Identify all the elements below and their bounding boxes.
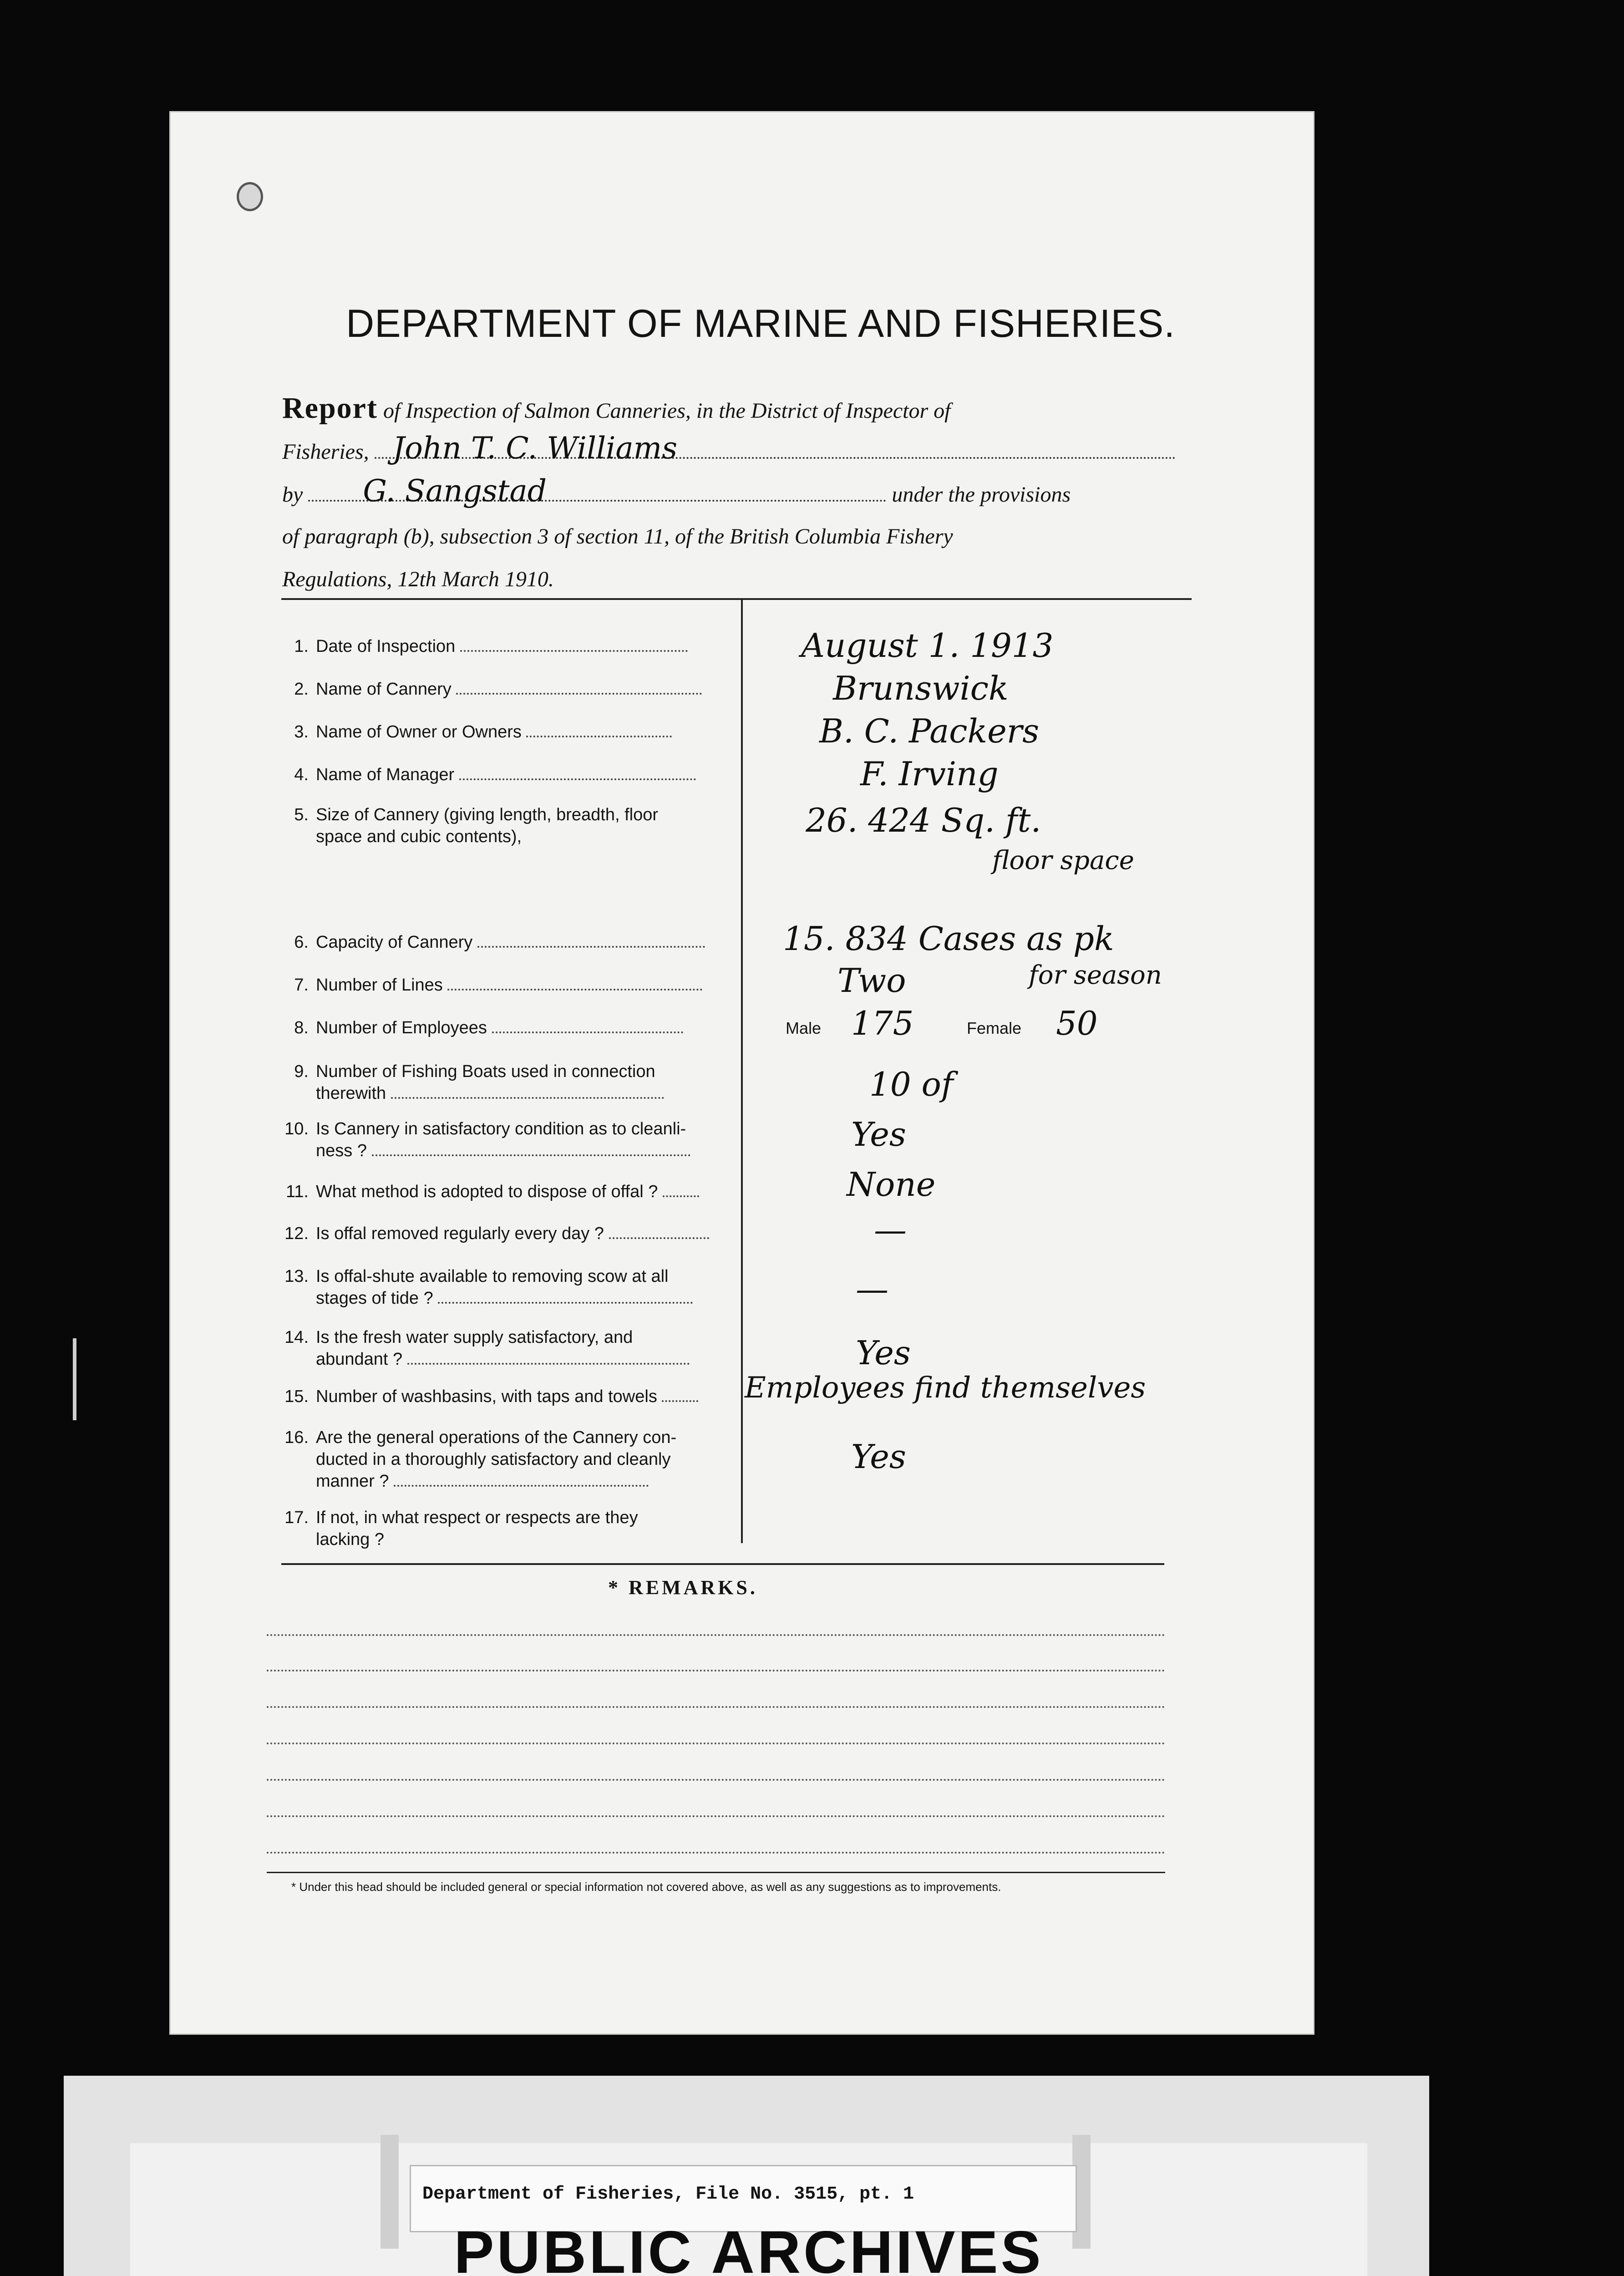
punch-hole — [237, 182, 263, 211]
intro-line-3 — [282, 472, 1193, 515]
answer-clean: Yes — [851, 1115, 906, 1153]
intro-line-4 — [282, 515, 1193, 558]
answer-capacity: 15. 834 Cases as pk — [783, 920, 1114, 958]
table-top-rule — [281, 598, 1192, 600]
remarks-line — [267, 1670, 1165, 1671]
inspector-handwriting: John T. C. Williams — [392, 431, 678, 466]
by-label: by — [282, 483, 303, 507]
answer-owner: B. C. Packers — [819, 712, 1040, 750]
question-8: 8. Number of Employees — [273, 1017, 728, 1039]
question-10: 10. Is Cannery in satisfactory condition as to cleanli- ness ? — [273, 1118, 728, 1162]
file-label: Department of Fisheries, File No. 3515, pt. 1 — [422, 2184, 914, 2205]
answer-offal-shute: — — [856, 1270, 888, 1308]
remarks-footnote: * Under this head should be included general or special information not covered above, as well as any suggestions as to improvements. — [291, 1880, 1001, 1894]
intro-text-5: Regulations, 12th March 1910. — [282, 567, 554, 591]
answer-boats: 10 of — [869, 1065, 954, 1103]
female-label: Female — [967, 1019, 1022, 1037]
question-12: 12. Is offal removed regularly every day ? — [273, 1223, 728, 1245]
answer-size: 26. 424 Sq. ft. — [806, 801, 1041, 839]
by-handwriting: G. Sangstad — [363, 473, 547, 508]
question-14: 14. Is the fresh water supply satisfactory, and abundant ? — [273, 1326, 728, 1370]
answer-lines: Two — [837, 961, 906, 1000]
question-3: 3. Name of Owner or Owners — [273, 721, 728, 743]
question-6: 6. Capacity of Cannery — [273, 931, 728, 953]
question-4: 4. Name of Manager — [273, 764, 728, 786]
question-17: 17. If not, in what respect or respects are they lacking ? — [284, 1508, 638, 1549]
question-9: 9. Number of Fishing Boats used in connection therewith — [273, 1061, 728, 1104]
answer-washbasins: Employees find themselves — [745, 1371, 1146, 1405]
remarks-heading: * REMARKS. — [608, 1576, 758, 1599]
question-7: 7. Number of Lines — [273, 974, 728, 996]
remarks-line — [267, 1634, 1165, 1636]
remarks-line — [267, 1743, 1165, 1744]
archive-line-1: PUBLIC ARCHIVES — [454, 2219, 1044, 2276]
answer-water: Yes — [856, 1334, 911, 1372]
answer-size-note: floor space — [992, 846, 1134, 875]
answer-female: 50 — [1056, 1004, 1098, 1042]
table-bottom-rule — [281, 1563, 1164, 1565]
question-15: 15. Number of washbasins, with taps and towels — [273, 1386, 728, 1407]
provisions-text: under the provisions — [892, 483, 1071, 507]
inspector-field — [375, 430, 1176, 466]
question-16: 16. Are the general operations of the Cannery con- ducted in a thoroughly satisfactory and cleanly manner ? — [284, 1428, 677, 1491]
question-5: 5. Size of Cannery (giving length, breadth, floor space and cubic contents), — [294, 805, 658, 846]
answer-offal-daily: — — [874, 1211, 907, 1249]
remarks-line — [267, 1852, 1165, 1854]
remarks-bottom-rule — [267, 1872, 1165, 1873]
intro-text-1: of Inspection of Salmon Canneries, in the District of Inspector of — [383, 399, 951, 423]
answer-manager: F. Irving — [860, 755, 999, 793]
intro-line-2 — [282, 430, 1193, 472]
intro-text-4: of paragraph (b), subsection 3 of section 11, of the British Columbia Fishery — [282, 524, 953, 549]
fisheries-label: Fisheries, — [282, 440, 369, 464]
intro-line-5 — [282, 558, 1193, 601]
question-13: 13. Is offal-shute available to removing scow at all stages of tide ? — [273, 1265, 728, 1309]
question-1: 1. Date of Inspection — [273, 635, 728, 657]
answer-offal: None — [847, 1165, 936, 1204]
remarks-line — [267, 1706, 1165, 1708]
answer-date: August 1. 1913 — [801, 626, 1054, 665]
department-heading: DEPARTMENT OF MARINE AND FISHERIES. — [346, 302, 1176, 345]
report-word: Report — [282, 391, 378, 425]
intro-line-1 — [282, 387, 1193, 430]
answer-cannery: Brunswick — [833, 669, 1009, 707]
question-11: 11. What method is adopted to dispose of offal ? — [273, 1181, 728, 1203]
answer-capacity-note: for season — [1029, 960, 1162, 990]
remarks-line — [267, 1815, 1165, 1817]
question-2: 2. Name of Cannery — [273, 678, 728, 700]
answer-male: 175 — [851, 1004, 914, 1042]
scan-edge-mark — [73, 1338, 76, 1420]
male-label: Male — [786, 1019, 822, 1037]
by-field — [308, 472, 886, 508]
answer-operations: Yes — [851, 1438, 906, 1476]
report-intro — [282, 387, 1193, 601]
column-divider — [741, 600, 743, 1543]
remarks-line — [267, 1779, 1165, 1781]
